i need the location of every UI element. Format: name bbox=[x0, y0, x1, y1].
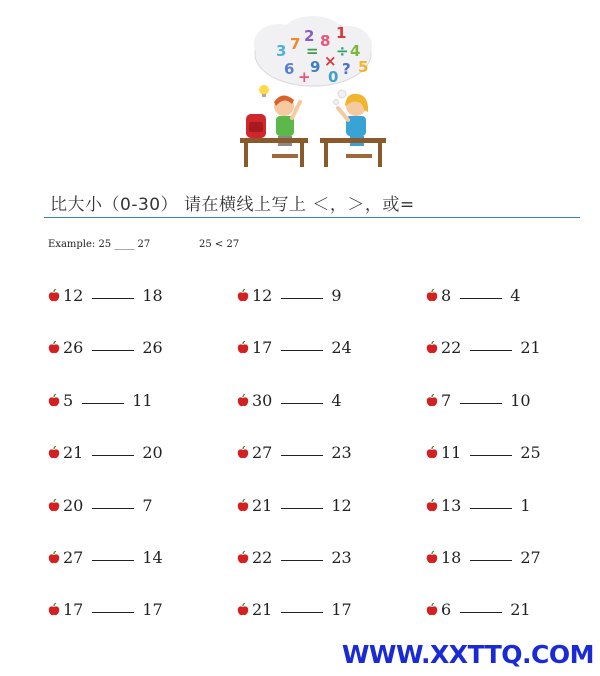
desks bbox=[240, 138, 386, 167]
answer-blank[interactable] bbox=[281, 297, 323, 299]
left-number: 17 bbox=[252, 338, 273, 358]
left-number: 12 bbox=[63, 286, 84, 305]
right-number: 7 bbox=[142, 495, 153, 515]
answer-blank[interactable] bbox=[281, 349, 323, 351]
right-number: 21 bbox=[520, 338, 541, 358]
apple-icon bbox=[426, 499, 438, 512]
left-number: 27 bbox=[252, 443, 273, 463]
answer-blank[interactable] bbox=[92, 559, 134, 561]
apple-icon bbox=[426, 446, 438, 459]
apple-icon bbox=[48, 603, 60, 616]
right-number: 27 bbox=[520, 548, 541, 567]
title-divider bbox=[44, 217, 580, 218]
apple-icon bbox=[237, 446, 249, 459]
left-number: 7 bbox=[441, 390, 452, 410]
apple-icon bbox=[426, 394, 438, 407]
answer-blank[interactable] bbox=[92, 454, 134, 456]
right-number: 18 bbox=[142, 286, 163, 305]
example-label: Example: 25 ____ 27 bbox=[48, 239, 151, 250]
right-number: 1 bbox=[520, 495, 531, 515]
problem-item bbox=[48, 548, 163, 567]
worksheet-title: 比大小（0-30） 请在横线上写上 ＜，＞，或= bbox=[50, 195, 415, 215]
problem-item bbox=[426, 338, 541, 357]
right-number: 9 bbox=[331, 286, 342, 305]
answer-blank[interactable] bbox=[470, 507, 512, 509]
cloud-digit: 8 bbox=[320, 32, 331, 50]
cloud-digit: 0 bbox=[328, 68, 339, 86]
apple-icon bbox=[426, 551, 438, 564]
apple-icon bbox=[237, 603, 249, 616]
left-number: 22 bbox=[252, 548, 273, 567]
cloud-digit: × bbox=[324, 52, 337, 70]
left-number: 21 bbox=[63, 443, 84, 463]
left-number: 18 bbox=[441, 548, 462, 567]
backpack-icon bbox=[246, 114, 266, 138]
left-number: 21 bbox=[252, 600, 273, 620]
right-number: 25 bbox=[520, 443, 541, 463]
answer-blank[interactable] bbox=[470, 559, 512, 561]
cloud-digit: ÷ bbox=[336, 42, 349, 60]
apple-icon bbox=[48, 551, 60, 564]
cloud-digit: 4 bbox=[350, 42, 361, 60]
answer-blank[interactable] bbox=[470, 454, 512, 456]
left-number: 5 bbox=[63, 390, 74, 410]
apple-icon bbox=[48, 446, 60, 459]
answer-blank[interactable] bbox=[281, 507, 323, 509]
answer-blank[interactable] bbox=[460, 611, 502, 613]
problem-item bbox=[48, 338, 163, 357]
problem-item bbox=[237, 496, 352, 515]
apple-icon bbox=[426, 603, 438, 616]
right-number: 20 bbox=[142, 443, 163, 463]
apple-icon bbox=[48, 499, 60, 512]
cloud-digit: 6 bbox=[284, 60, 295, 78]
answer-blank[interactable] bbox=[92, 297, 134, 299]
left-number: 27 bbox=[63, 548, 84, 567]
cloud-digit: + bbox=[298, 68, 311, 86]
problem-item bbox=[48, 496, 153, 515]
problem-item bbox=[48, 391, 153, 410]
apple-icon bbox=[426, 289, 438, 302]
site-watermark: WWW.XXTTQ.COM bbox=[341, 640, 594, 669]
problem-item bbox=[237, 548, 352, 567]
apple-icon bbox=[237, 551, 249, 564]
apple-icon bbox=[237, 341, 249, 354]
problem-item bbox=[237, 391, 342, 410]
apple-icon bbox=[48, 341, 60, 354]
right-number: 23 bbox=[331, 443, 352, 463]
left-number: 8 bbox=[441, 286, 452, 305]
lightbulb-icon bbox=[259, 85, 269, 97]
answer-blank[interactable] bbox=[92, 507, 134, 509]
cloud-digit: 1 bbox=[336, 24, 347, 42]
cloud-digit: 7 bbox=[290, 35, 301, 53]
answer-blank[interactable] bbox=[281, 454, 323, 456]
left-number: 13 bbox=[441, 495, 462, 515]
cloud-digit: 3 bbox=[276, 42, 287, 60]
right-number: 26 bbox=[142, 338, 163, 358]
left-number: 11 bbox=[441, 443, 462, 463]
problem-item bbox=[48, 286, 163, 305]
cloud-digit: ? bbox=[342, 60, 351, 78]
problem-item bbox=[48, 443, 163, 462]
cloud-digit: 5 bbox=[358, 58, 369, 76]
left-number: 26 bbox=[63, 338, 84, 358]
answer-blank[interactable] bbox=[470, 349, 512, 351]
right-number: 11 bbox=[132, 390, 153, 410]
left-number: 21 bbox=[252, 495, 273, 515]
right-number: 17 bbox=[331, 600, 352, 620]
answer-blank[interactable] bbox=[460, 297, 502, 299]
right-number: 10 bbox=[510, 390, 531, 410]
problem-item bbox=[426, 496, 531, 515]
problem-item bbox=[237, 443, 352, 462]
right-number: 21 bbox=[510, 600, 531, 620]
problem-item bbox=[237, 286, 342, 305]
problem-item bbox=[426, 286, 520, 305]
left-number: 30 bbox=[252, 390, 273, 410]
left-number: 12 bbox=[252, 286, 273, 305]
apple-icon bbox=[237, 289, 249, 302]
answer-blank[interactable] bbox=[92, 349, 134, 351]
left-number: 22 bbox=[441, 338, 462, 358]
apple-icon bbox=[48, 289, 60, 302]
cloud-digit: 9 bbox=[310, 58, 321, 76]
right-number: 14 bbox=[142, 548, 163, 567]
answer-blank[interactable] bbox=[281, 402, 323, 404]
right-number: 12 bbox=[331, 495, 352, 515]
answer-blank[interactable] bbox=[460, 402, 502, 404]
right-number: 4 bbox=[510, 286, 521, 305]
problem-item bbox=[426, 600, 531, 619]
problem-item bbox=[237, 338, 352, 357]
right-number: 24 bbox=[331, 338, 352, 358]
cloud-digit: = bbox=[306, 42, 319, 60]
apple-icon bbox=[237, 394, 249, 407]
problem-item bbox=[237, 600, 352, 619]
problem-item bbox=[426, 443, 541, 462]
answer-blank[interactable] bbox=[92, 611, 134, 613]
problem-item bbox=[426, 548, 541, 567]
left-number: 20 bbox=[63, 495, 84, 515]
apple-icon bbox=[237, 499, 249, 512]
answer-blank[interactable] bbox=[281, 559, 323, 561]
problem-item bbox=[426, 391, 531, 410]
right-number: 23 bbox=[331, 548, 352, 567]
left-number: 6 bbox=[441, 600, 452, 620]
left-number: 17 bbox=[63, 600, 84, 620]
answer-blank[interactable] bbox=[281, 611, 323, 613]
apple-icon bbox=[48, 394, 60, 407]
example-answer: 25 < 27 bbox=[199, 239, 240, 250]
apple-icon bbox=[426, 341, 438, 354]
problem-item bbox=[48, 600, 163, 619]
right-number: 4 bbox=[331, 390, 342, 410]
kids-math-illustration bbox=[238, 14, 388, 170]
answer-blank[interactable] bbox=[82, 402, 124, 404]
cloud-digit: 2 bbox=[304, 27, 315, 45]
right-number: 17 bbox=[142, 600, 163, 620]
